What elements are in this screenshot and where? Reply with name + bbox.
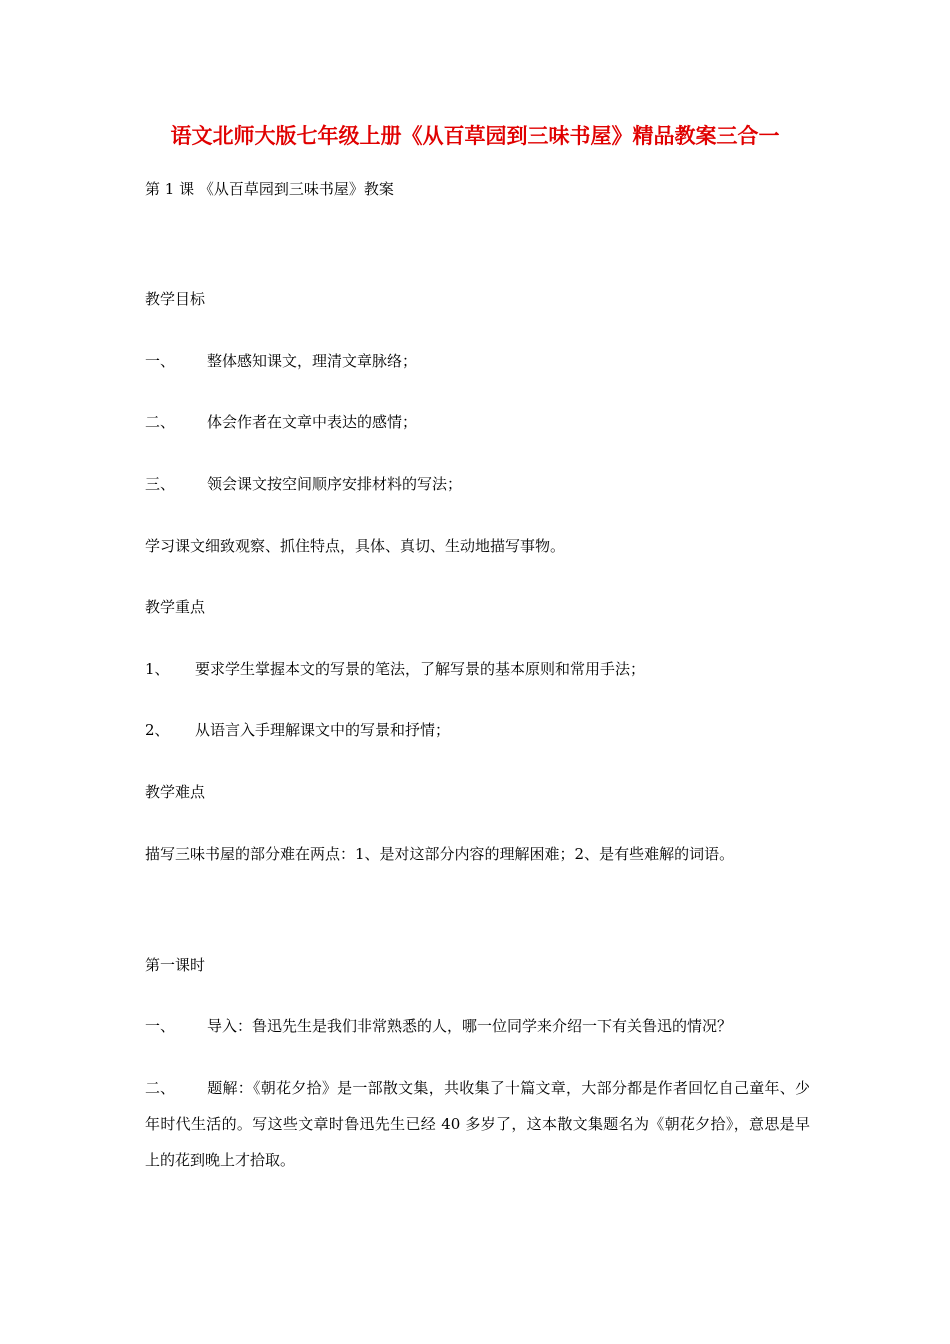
first-period-number: 二、: [145, 1079, 176, 1097]
objective-item: [145, 411, 417, 433]
first-period-item: [145, 1070, 810, 1178]
difficulties-text: 描写三味书屋的部分难在两点：1、是对这部分内容的理解困难；2、是有些难解的词语。: [145, 845, 735, 863]
objective-number: 二、: [145, 413, 176, 431]
key-point-text: 要求学生掌握本文的写景的笔法，了解写景的基本原则和常用手法；: [195, 660, 646, 678]
objective-extra: 学习课文细致观察、抓住特点，具体、真切、生动地描写事物。: [145, 537, 566, 555]
objective-number: 三、: [145, 475, 176, 493]
document-title: 语文北师大版七年级上册《从百草园到三味书屋》精品教案三合一: [170, 123, 780, 148]
objective-item: [145, 350, 417, 372]
key-point-item: [145, 658, 645, 680]
objective-number: 一、: [145, 352, 176, 370]
objectives-heading: 教学目标: [145, 290, 206, 308]
key-point-item: [145, 719, 450, 741]
first-period-text: 题解：《朝花夕拾》是一部散文集，共收集了十篇文章，大部分都是作者回忆自己童年、少年时代生活的。写这些文章时鲁迅先生已经 40 多岁了，这本散文集题名为《朝花夕拾》，意思是早上的花到晚上才拾取。: [145, 1079, 810, 1169]
first-period-number: 一、: [145, 1017, 176, 1035]
key-point-text: 从语言入手理解课文中的写景和抒情；: [195, 721, 451, 739]
first-period-text: 导入：鲁迅先生是我们非常熟悉的人，哪一位同学来介绍一下有关鲁迅的情况？: [207, 1017, 733, 1035]
key-points-heading: 教学重点: [145, 598, 206, 616]
objective-text: 整体感知课文，理清文章脉络；: [207, 352, 418, 370]
objective-text: 体会作者在文章中表达的感情；: [207, 413, 418, 431]
first-period-item: [145, 1015, 732, 1037]
difficulties-heading: 教学难点: [145, 783, 206, 801]
key-point-number: 2、: [145, 721, 170, 739]
key-point-number: 1、: [145, 660, 170, 678]
objective-text: 领会课文按空间顺序安排材料的写法；: [207, 475, 463, 493]
lesson-heading: 第 1 课 《从百草园到三味书屋》教案: [145, 180, 394, 198]
first-period-heading: 第一课时: [145, 956, 206, 974]
objective-item: [145, 473, 462, 495]
